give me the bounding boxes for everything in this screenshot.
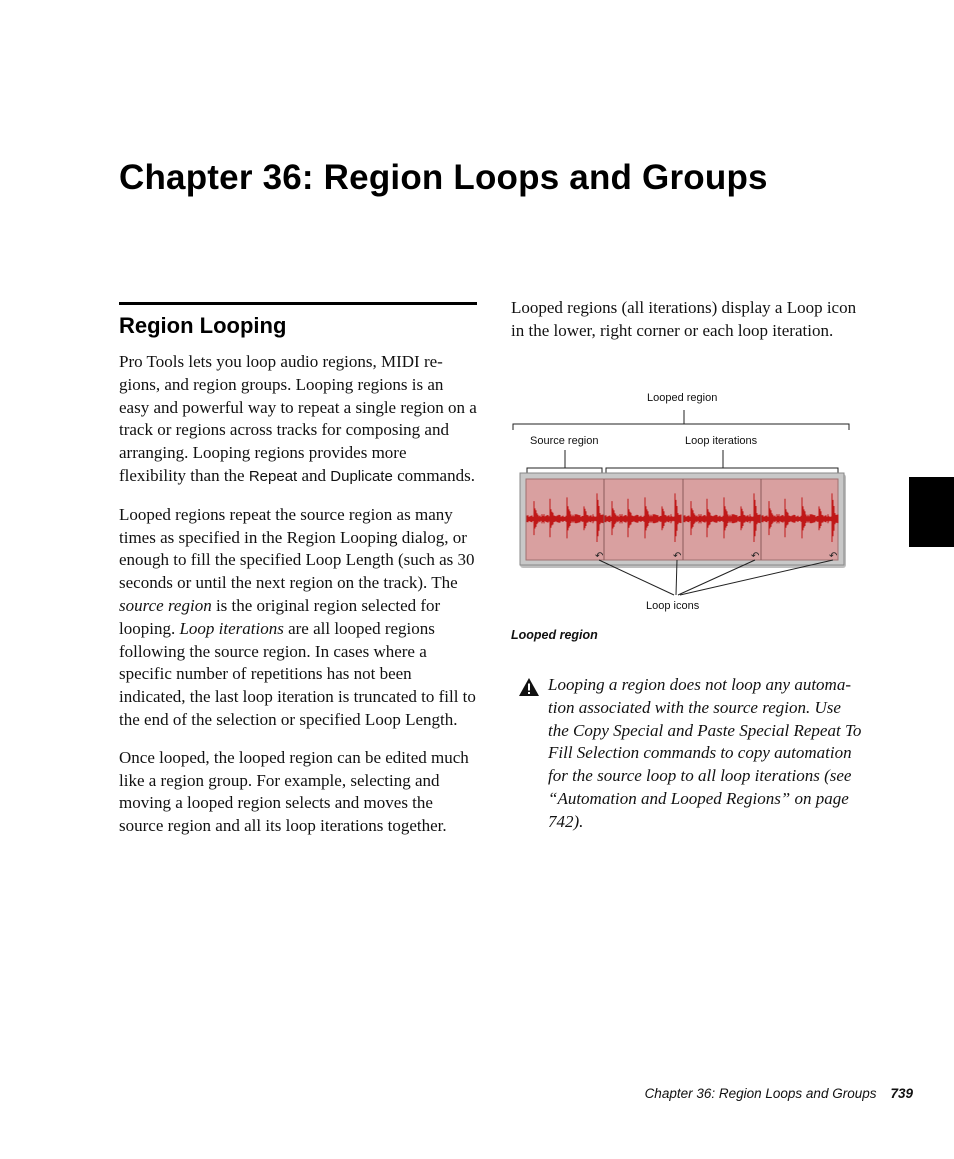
right-column [511, 297, 873, 358]
paragraph-loop-icon-intro: Looped regions (all iterations) display a Loop icon in the lower, right corner or each loop iteration. [511, 298, 857, 340]
paragraph-intro [119, 351, 477, 489]
label-loop-iterations: Loop iterations [685, 435, 758, 447]
warning-triangle-icon [518, 677, 540, 697]
paragraph-intro-text-1: Pro Tools lets you loop audio regions, MIDI regions, and region groups. Looping regions is an easy and powerful way to repeat a single region on a track or regions across tracks for composing and arranging. Looping regions provides more flexibility than the [119, 352, 477, 485]
term-source-region: source region [119, 595, 212, 615]
chapter-thumb-tab [909, 477, 954, 547]
paragraph-intro-text-3: commands. [392, 465, 475, 485]
svg-text:↶: ↶ [829, 551, 838, 562]
paragraph-looped-text-1: Looped regions repeat the source region as many times as specified in the Region Looping dialog, or enough to fill the specified Loop Length (such as 30 seconds or until the next region on the track). The [119, 504, 475, 593]
paragraph-looped-regions [119, 504, 477, 732]
footer-chapter: Chapter 36: Region Loops and Groups [644, 1086, 877, 1101]
paragraph-looped-text-2: is the original region selected for looping. [119, 595, 441, 638]
bracket-source-region [527, 450, 602, 476]
section-rule [119, 302, 477, 305]
loop-icon-3 [751, 551, 759, 562]
command-duplicate: Duplicate [330, 467, 393, 485]
label-loop-icons: Loop icons [646, 600, 700, 612]
term-loop-iterations: Loop iterations [179, 618, 284, 638]
paragraph-looped-text-3: are all looped regions following the source region. In cases where a specific number of repetitions has not been indicated, the last loop iteration is truncated to fill to the end of the selection or specified Loop Length. [119, 618, 476, 729]
left-column [119, 302, 477, 853]
warning-text: Looping a region does not loop any automation associated with the source region. Use the Copy Special and Paste Special Repeat To Fill Selection commands to copy automation for the source loop to all loop iterations (see “Automation and Looped Regions” on page 742). [548, 675, 862, 831]
label-source-region: Source region [530, 435, 599, 447]
paragraph-once-looped: Once looped, the looped region can be edited much like a region group. For example, selecting and moving a looped region selects and moves the source region and all its loop iterations together. [119, 747, 469, 836]
page-footer [645, 1086, 913, 1101]
looped-region-diagram [511, 388, 856, 618]
looped-region-figure [511, 388, 856, 618]
chapter-title: Chapter 36: Region Loops and Groups [119, 158, 768, 197]
svg-text:↶: ↶ [751, 551, 760, 562]
svg-text:↶: ↶ [595, 551, 604, 562]
bracket-loop-iterations [606, 450, 838, 476]
svg-text:↶: ↶ [673, 551, 682, 562]
command-repeat: Repeat [248, 467, 298, 485]
figure-caption: Looped region [511, 628, 598, 642]
page-number: 739 [890, 1086, 913, 1101]
paragraph-intro-text-2: and [297, 465, 331, 485]
section-heading: Region Looping [119, 313, 287, 338]
label-looped-region: Looped region [647, 392, 718, 404]
bracket-looped-region [513, 410, 849, 430]
